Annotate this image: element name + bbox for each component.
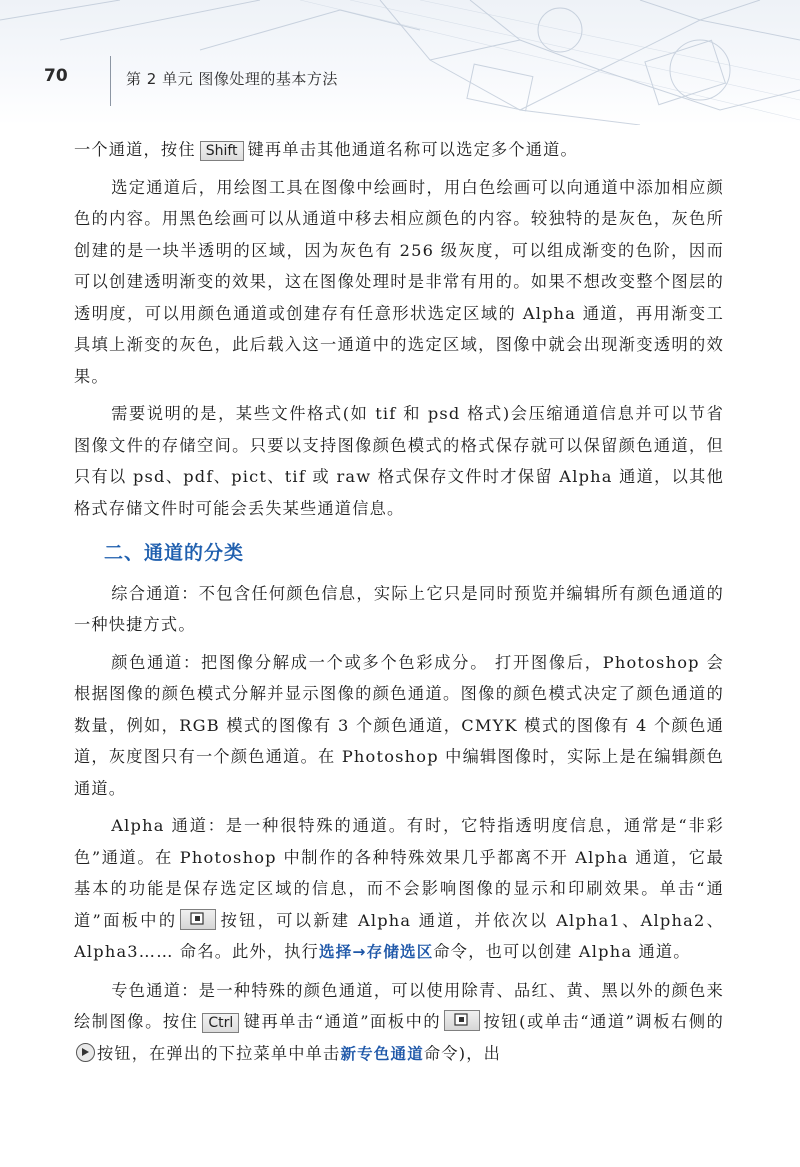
page-number: 70 [44,66,68,86]
new-spot-channel-command: 新专色通道 [340,1044,424,1063]
ctrl-key-label: Ctrl [202,1013,239,1033]
new-channel-icon [444,1010,480,1031]
paragraph-color-channel: 颜色通道：把图像分解成一个或多个色彩成分。 打开图像后，Photoshop 会根据图像的颜色模式分解并显示图像的颜色通道。图像的颜色模式决定了颜色通道的数量，例如，RGB 模式的图像有 3 个颜色通道，CMYK 模式的图像有 4 个颜色通道，灰度图只有一个颜色通道。在 Photoshop 中编辑图像时，实际上是在编辑颜色通道。 [74,652,724,798]
paragraph-1 [74,134,724,166]
paragraph-text: 专色通道：是一种特殊的颜色通道，可以使用除青、品红、黄、黑以外的颜色来绘制图像。按住 [74,980,724,1031]
save-selection-command: 选择→存储选区 [319,943,434,961]
paragraph-text: 命令)，出 [423,1043,502,1063]
new-channel-icon [180,909,216,930]
paragraph-text: 按钮(或单击“通道”调板右侧的 [483,1012,725,1031]
header-decoration [0,0,800,125]
paragraph-text: 一个通道，按住 [74,140,196,159]
paragraph-text: 命令，也可以创建 Alpha 通道。 [433,942,691,961]
paragraph-3: 需要说明的是，某些文件格式(如 tif 和 psd 格式)会压缩通道信息并可以节省图像文件的存储空间。只要以支持图像颜色模式的格式保存就可以保留颜色通道，但只有以 psd、pdf、pict、tif 或 raw 格式保存文件时才保留 Alpha 通道，以其他格式存储文件时可能会丢失某些通道信息。 [74,404,724,518]
paragraph-2: 选定通道后，用绘图工具在图像中绘画时，用白色绘画可以向通道中添加相应颜色的内容。用黑色绘画可以从通道中移去相应颜色的内容。较独特的是灰色，灰色所创建的是一块半透明的区域，因为灰色有 256 级灰度，可以组成渐变的色阶，因而可以创建透明渐变的效果，这在图像处理时是非常有用的。如果不想改变整个图层的透明度，可以用颜色通道或创建存有任意形状选定区域的 Alpha 通道，再用渐变工具填上渐变的灰色，此后载入这一通道中的选定区域，图像中就会出现渐变透明的效果。 [74,177,724,386]
shift-key-label: Shift [200,141,244,161]
paragraph-text: 按钮，在弹出的下拉菜单中单击 [97,1043,341,1063]
header-decoration-graphic [0,0,800,125]
paragraph-text: Alpha 通道：是一种很特殊的通道。有时，它特指透明度信息，通常是“非彩色”通道。在 Photoshop 中制作的各种特殊效果几乎都离不开 Alpha 通道，它最基本的功能是保存选定区域的信息，而不会影响图像的显示和印刷效果。单击“通道”面板中的 [74,816,724,930]
paragraph-spot-channel [74,975,724,1071]
running-head: 第 2 单元 图像处理的基本方法 [126,70,338,88]
paragraph-alpha-channel [74,810,724,969]
paragraph-text: 键再单击“通道”面板中的 [243,1012,442,1031]
page-body [74,134,724,1076]
paragraph-text: 键再单击其他通道名称可以选定多个通道。 [247,140,578,159]
panel-menu-arrow-icon [76,1043,95,1062]
paragraph-composite-channel: 综合通道：不包含任何颜色信息，实际上它只是同时预览并编辑所有颜色通道的一种快捷方式。 [74,583,724,634]
header-divider [110,56,111,106]
paragraph-text: 按钮，可以新建 Alpha 通道，并依次以 Alpha1、Alpha2、Alpha3…… 命名。此外，执行 [74,910,724,961]
section-heading: 二、通道的分类 [104,542,245,564]
